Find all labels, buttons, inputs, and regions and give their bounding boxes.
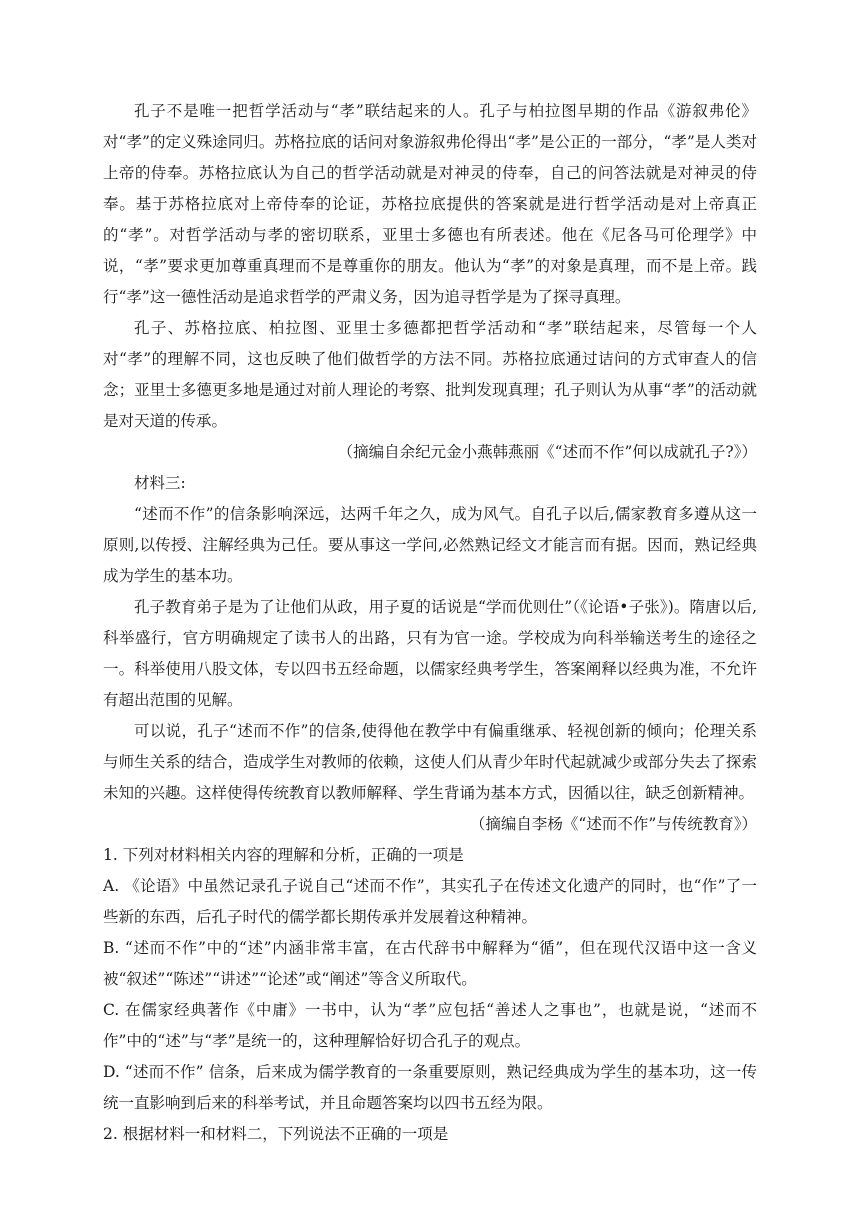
question-1-option-d: D. “述而不作” 信条，后来成为儒学教育的一条重要原则，熟记经典成为学生的基本功，这一传统一直影响到后来的科举考试，并且命题答案均以四书五经为限。 — [103, 1063, 757, 1112]
material3-paragraph-2: 孔子教育弟子是为了让他们从政，用子夏的话说是“学而优则仕”（《论语•子张》)。隋唐以后,科举盛行，官方明确规定了读书人的出路，只有为官一途。学校成为向科举输送考生的途径之一。科举使用八股文体，专以四书五经命题，以儒家经典考学生，答案阐释以经典为准，不允许有超出范围的见解。 — [103, 598, 757, 709]
question-1-stem: 1. 下列对材料相关内容的理解和分析，正确的一项是 — [103, 846, 464, 864]
question-1-option-b: B. “述而不作”中的“述”内涵非常丰富，在古代辞书中解释为“循”，但在现代汉语中这一含义被“叙述”“陈述”“讲述”“论述”或“阐述”等含义所取代。 — [103, 939, 757, 988]
material3-paragraph-3: 可以说，孔子“述而不作”的信条,使得他在教学中有偏重继承、轻视创新的倾向；伦理关系与师生关系的结合，造成学生对教师的依赖，这使人们从青少年时代起就减少或部分失去了探索未知的兴趣。这样使得传统教育以教师解释、学生背诵为基本方式，因循以往，缺乏创新精神。 — [103, 722, 757, 802]
question-2-stem: 2. 根据材料一和材料二，下列说法不正确的一项是 — [103, 1125, 449, 1143]
material2-paragraph-1: 孔子不是唯一把哲学活动与“孝”联结起来的人。孔子与柏拉图早期的作品《游叙弗伦》对“孝”的定义殊途同归。苏格拉底的话问对象游叙弗伦得出“孝”是公正的一部分，“孝”是人类对上帝的侍奉。苏格拉底认为自己的哲学活动就是对神灵的侍奉，自己的问答法就是对神灵的侍奉。基于苏格拉底对上帝侍奉的论证，苏格拉底提供的答案就是进行哲学活动是对上帝真正的“孝”。对哲学活动与孝的密切联系，亚里士多德也有所表述。他在《尼各马可伦理学》中说，“孝”要求更加尊重真理而不是尊重你的朋友。他认为“孝”的对象是真理，而不是上帝。践行“孝”这一德性活动是追求哲学的严肃义务，因为追寻哲学是为了探寻真理。 — [103, 102, 757, 306]
material2-source: （摘编自余纪元金小燕韩燕丽《“述而不作”何以成就孔子?》） — [337, 443, 757, 461]
material2-paragraph-2: 孔子、苏格拉底、柏拉图、亚里士多德都把哲学活动和“孝”联结起来，尽管每一个人对“孝”的理解不同，这也反映了他们做哲学的方法不同。苏格拉底通过诘问的方式审查人的信念；亚里士多德更多地是通过对前人理论的考察、批判发现真理；孔子则认为从事“孝”的活动就是对天道的传承。 — [103, 319, 757, 430]
material3-source: （摘编自李杨《“述而不作”与传统教育》） — [469, 815, 757, 833]
question-1-option-c: C. 在儒家经典著作《中庸》一书中，认为“孝”应包括“善述人之事也”，也就是说，“述而不作”中的“述”与“孝”是统一的，这种理解恰好切合孔子的观点。 — [103, 1001, 757, 1050]
material3-label: 材料三: — [134, 474, 186, 492]
material3-paragraph-1: “述而不作”的信条影响深远，达两千年之久，成为风气。自孔子以后,儒家教育多遵从这一原则,以传授、注解经典为己任。要从事这一学问,必然熟记经文才能言而有据。因而，熟记经典成为学生的基本功。 — [103, 505, 757, 585]
question-1-option-a: A. 《论语》中虽然记录孔子说自己“述而不作”，其实孔子在传述文化遗产的同时，也“作”了一些新的东西，后孔子时代的儒学都长期传承并发展着这种精神。 — [103, 877, 757, 926]
document-page — [103, 96, 757, 1150]
